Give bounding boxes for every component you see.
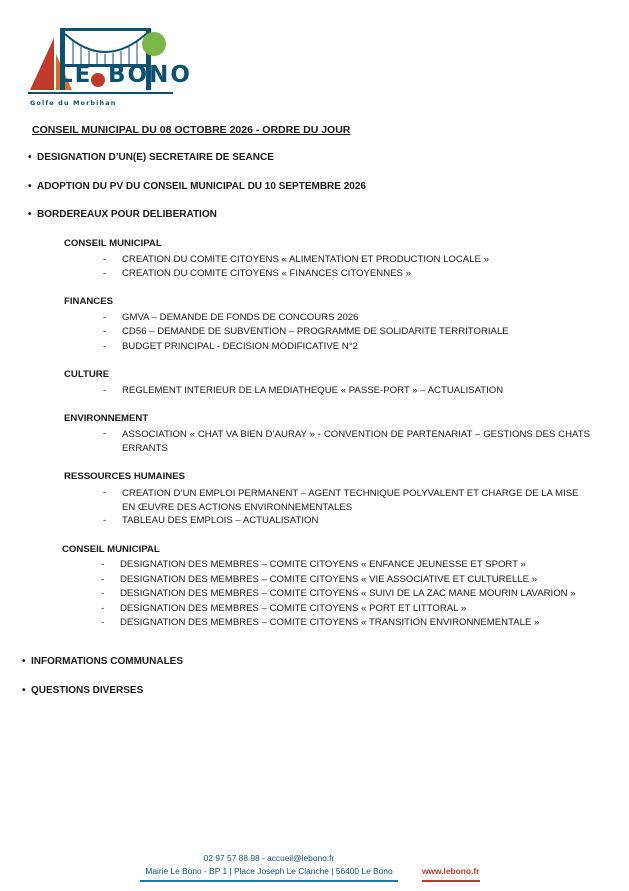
logo-tagline: Golfe du Morbihan [30, 99, 117, 107]
footer-address: Mairie Le Bono - BP 1 | Place Joseph Le Clanche | 56400 Le Bono [145, 866, 393, 876]
footer-contact [140, 852, 398, 878]
list-item: - CREATION DU COMITE CITOYENS « FINANCES CITOYENNES » [103, 268, 411, 279]
page-title: CONSEIL MUNICIPAL DU 08 OCTOBRE 2026 - ORDRE DU JOUR [32, 124, 351, 136]
footer-divider [140, 880, 398, 882]
logo-text-le: LE [58, 62, 93, 88]
list-item: - DESIGNATION DES MEMBRES – COMITE CITOYENS « ENFANCE JEUNESSE ET SPORT » [101, 559, 526, 570]
section-heading: FINANCES [64, 296, 114, 307]
list-item: - ASSOCIATION « CHAT VA BIEN D’AURAY » - CONVENTION DE PARTENARIAT – GESTIONS DES CHATS ERRANTS [103, 428, 590, 454]
section-heading: CULTURE [64, 369, 110, 380]
list-item: - CREATION DU COMITE CITOYENS « ALIMENTATION ET PRODUCTION LOCALE » [103, 254, 489, 265]
list-item: - TABLEAU DES EMPLOIS – ACTUALISATION [103, 515, 319, 526]
section-heading: ENVIRONNEMENT [64, 413, 149, 424]
agenda-bullet: • DESIGNATION D’UN(E) SECRETAIRE DE SEANCE [28, 152, 274, 163]
list-item: - CD56 – DEMANDE DE SUBVENTION – PROGRAMME DE SOLIDARITE TERRITORIALE [103, 326, 509, 337]
list-item: - DESIGNATION DES MEMBRES – COMITE CITOYENS « TRANSITION ENVIRONNEMENTALE » [101, 617, 540, 628]
logo-text-bono: BONO [108, 62, 192, 88]
section-heading: CONSEIL MUNICIPAL [62, 544, 160, 555]
list-item: - REGLEMENT INTERIEUR DE LA MEDIATHEQUE « PASSE-PORT » – ACTUALISATION [103, 385, 504, 396]
section-heading: CONSEIL MUNICIPAL [64, 238, 162, 249]
agenda-bullet: • BORDEREAUX POUR DELIBERATION [28, 209, 217, 220]
list-item: - DESIGNATION DES MEMBRES – COMITE CITOYENS « SUIVI DE LA ZAC MANE MOURIN LAVARION » [101, 588, 576, 599]
list-item: - CREATION D’UN EMPLOI PERMANENT – AGENT TECHNIQUE POLYVALENT ET CHARGE DE LA MISE EN ŒUVRE DES ACTIONS ENVIRONNEMENTALES [103, 487, 579, 513]
footer-website-link[interactable]: www.lebono.fr [422, 866, 480, 876]
agenda-bullet: • ADOPTION DU PV DU CONSEIL MUNICIPAL DU 10 SEPTEMBRE 2026 [28, 181, 366, 192]
footer-phone-email: 02 97 57 88 98 - accueil@lebono.fr [203, 853, 335, 863]
section-heading: RESSOURCES HUMAINES [64, 471, 186, 482]
agenda-bullet: • QUESTIONS DIVERSES [22, 685, 144, 696]
list-item: - GMVA – DEMANDE DE FONDS DE CONCOURS 2026 [103, 312, 359, 323]
list-item: - BUDGET PRINCIPAL - DECISION MODIFICATIVE N°2 [103, 341, 358, 352]
agenda-bullet: • INFORMATIONS COMMUNALES [22, 656, 184, 667]
footer-website-underline [422, 880, 480, 882]
list-item: - DESIGNATION DES MEMBRES – COMITE CITOYENS « VIE ASSOCIATIVE ET CULTURELLE » [101, 574, 538, 585]
list-item: - DESIGNATION DES MEMBRES – COMITE CITOYENS « PORT ET LITTORAL » [101, 603, 467, 614]
